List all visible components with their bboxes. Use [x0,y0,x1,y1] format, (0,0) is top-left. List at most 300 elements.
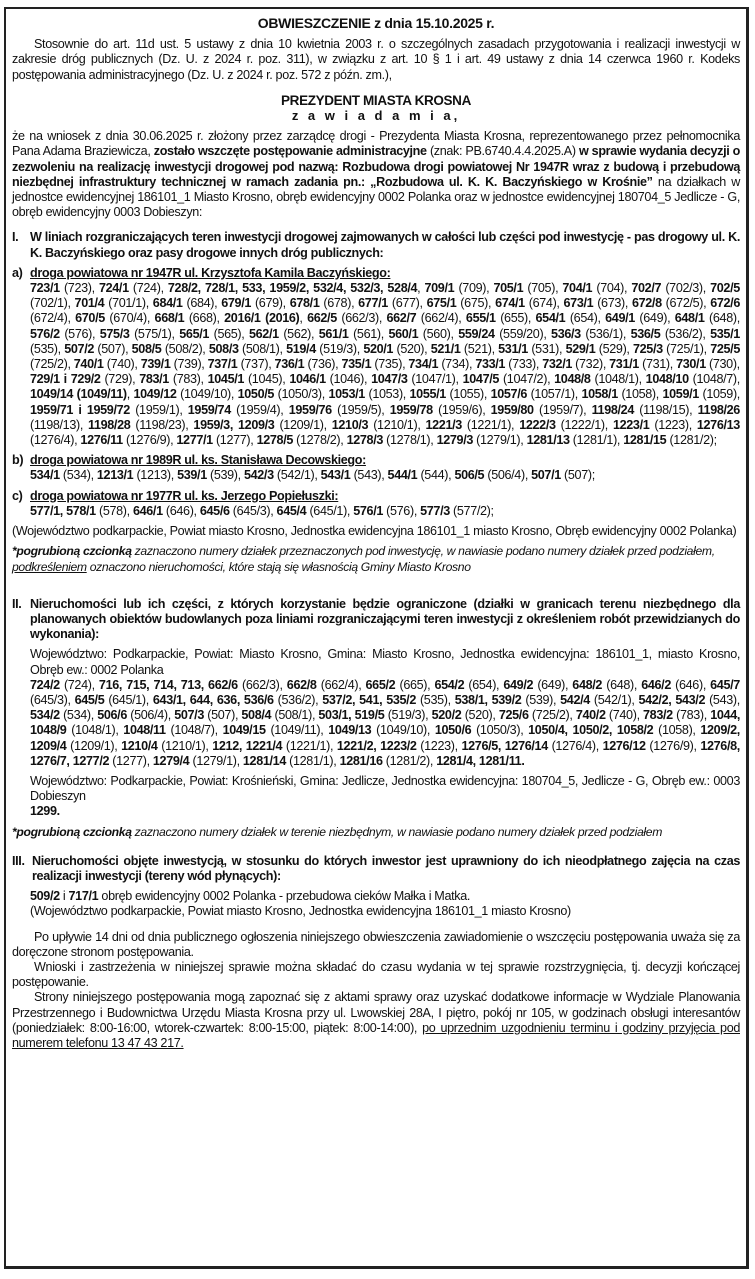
previous-plot-number: (1221/1) [282,738,330,753]
subsection-a-heading [12,266,740,281]
plot-number: 673/1 [563,296,594,311]
previous-plot-number: (678) [319,296,352,311]
plot-number: 1959/3, 1209/3 [193,417,275,432]
plot-number: 535/1 [710,326,740,341]
previous-plot-number: (543) [350,468,382,483]
plot-number: 508/5 [131,341,162,356]
previous-plot-number: (529) [595,341,627,356]
plot-number: 1198/24 [591,402,634,417]
previous-plot-number: (677) [387,296,420,311]
plot-number: 520/1 [363,341,394,356]
previous-plot-number: (783) [672,708,704,723]
previous-plot-number: (702/1) [30,296,68,311]
plot-number: 684/1 [152,296,183,311]
previous-plot-number: (740) [605,708,637,723]
plot-number: 668/1 [154,311,185,326]
plot-number: 1213/1 [96,468,134,483]
previous-plot-number: (709) [454,281,487,296]
plot-number: 1048/8 [554,372,591,387]
previous-plot-number: (539) [206,468,238,483]
subsection-letter: a) [12,265,23,280]
section-heading-text: Nieruchomości lub ich części, z których korzystanie będzie ograniczone (działki w granicach terenu niezbędnego dla planowanych obiektów budowlanych poza liniami rozgraniczającymi teren inwestycji z określeniem robót przewidzianych do wykonania): [30,596,740,642]
plot-number: 544/1 [387,468,418,483]
previous-plot-number: (646) [162,503,194,518]
section-3-plots [12,889,740,904]
previous-plot-number: (670/4) [104,311,147,326]
plot-number: 734/1 [408,357,439,372]
plot-list-b: 534/1 (534), 1213/1 (1213), 539/1 (539), 542/3 (542/1), 543/1 (543), 544/1 (544), 506/5 (506/4), 507/1 (507); [30,468,595,483]
previous-plot-number: (1198/23) [130,417,186,432]
plot-number: 731/1 [609,357,639,372]
plot-number: 1209/2, 1209/4 [30,723,740,753]
contact-info: Strony niniejszego postępowania mogą zapoznać się z aktami sprawy oraz uzyskać dodatkowe informacje w Wydziale Planowania Przestrzennego i Budownictwa Urzędu Miasta Krosna przy ul. Lwowskiej 28A, I piętro, pokój nr 105, w godzinach obsługi interesantów (poniedziałek: 8:00-16:00, wtorek-czwartek: 8:00-15:00, piątek: 8:00-14:00), [12,990,740,1035]
plot-number: 1057/6 [490,387,527,402]
plot-number: 702/7 [631,281,662,296]
road-name: droga powiatowa nr 1989R ul. ks. Stanisława Decowskiego: [30,453,366,468]
plot-number: 701/4 [74,296,105,311]
note-underline-label: podkreśleniem [12,559,87,574]
plot-list-c: 577/1, 578/1 (578), 646/1 (646), 645/6 (645/3), 645/4 (645/1), 576/1 (576), 577/3 (577/2); [30,503,494,518]
public-notice [4,7,749,1269]
previous-plot-number: (1276/4) [30,433,75,448]
previous-plot-number: (705) [523,281,556,296]
plot-number: 1046/1 [289,372,326,387]
plot-number: 649/1 [605,311,635,326]
plot-number: 675/1 [426,296,457,311]
previous-plot-number: (506/4) [484,468,525,483]
road-name: droga powiatowa nr 1977R ul. ks. Jerzego Popiełuszki: [30,488,339,503]
previous-plot-number: (531) [527,341,559,356]
plot-number: 1049/15 [222,723,266,738]
previous-plot-number: (645/3) [229,503,271,518]
section-1-note-2 [12,560,740,575]
plot-number: 730/1 [676,357,706,372]
plot-number: 577/3 [420,503,450,518]
previous-plot-number: (1058) [617,387,656,402]
plot-number: 531/1 [498,341,528,356]
previous-plot-number: (508/1) [271,708,312,723]
previous-plot-number: (559/20) [494,326,544,341]
plot-number: 645/7 [710,677,740,692]
previous-plot-number: (534) [59,468,91,483]
previous-plot-number: (1046) [325,372,364,387]
previous-plot-number: (519/3) [384,708,426,723]
plot-number: 542/2, 543/2 [638,692,706,707]
previous-plot-number: (521) [460,341,492,356]
plot-number: 1059/1 [662,387,699,402]
previous-plot-number: (649) [533,677,565,692]
plot-number: 1281/15 [623,433,667,448]
note-bold-label: *pogrubioną czcionką [12,544,132,559]
plot-number: 520/2 [431,708,462,723]
phone-appointment: po uprzednim uzgodnieniu terminu i godziny przyjęcia pod numerem telefonu 13 47 43 217. [12,1020,740,1050]
plot-number: 648/1 [674,311,705,326]
previous-plot-number: (506/4) [126,708,168,723]
previous-plot-number: (543) [705,692,737,707]
previous-plot-number: (539) [521,692,554,707]
plot-number: 648/2 [572,677,603,692]
plot-list-2b [12,804,740,819]
plot-number: 1276/11 [80,433,123,448]
plot-number: 736/1 [274,357,305,372]
plot-number: 704/1 [562,281,593,296]
previous-plot-number: (1048/7) [688,372,737,387]
proceeding-initiated: zostało wszczęte postępowanie administracyjne [153,144,427,159]
main-text-1: że na wniosek z dnia 30.06.2025 r. złożony przez zarządcę drogi - Prezydenta Miasta Krosna, reprezentowanego przez pełnomocnika Pana Adama Braziewicza, [12,129,740,159]
plot-number: 1276/8, 1276/7, 1277/2 [30,738,740,768]
plot-number: 1047/3 [371,372,408,387]
previous-plot-number: (668) [184,311,217,326]
plot-number: 728/2, 728/1, 533, 1959/2, 532/4, 532/3, 528/4 [167,281,418,296]
previous-plot-number: (1047/1) [407,372,456,387]
previous-plot-number: (1223) [416,738,455,753]
plot-number: 724/1 [98,281,129,296]
plot-number: 645/5 [74,692,105,707]
previous-plot-number: (662/3) [336,311,379,326]
plot-number: 1048/11 [123,723,166,738]
plot-number: 576/2 [30,326,60,341]
plot-list-a: 723/1 (723), 724/1 (724), 728/2, 728/1, 533, 1959/2, 532/4, 532/3, 528/4, 709/1 (709), 705/1 (705), 704/1 (704), 702/7 (702/3), 702/5 (702/1), 701/4 (701/1), 684/1 (684), 679/1 (679), 678/1 (678), 677/1 (677), 675/1 (675), 674/1 (674), 673/1 (673), 672/8 (672/5), 672/6 (672/4), 670/5 (670/4), 668/1 (668), 2016/1 (2016), 662/5 (662/3), 662/7 (662/4), 655/1 (655), 654/1 (654), 649/1 (649), 648/1 (648), 576/2 (576), 575/3 (575/1), 565/1 (565), 562/1 (562), 561/1 (561), 560/1 (560), 559/24 (559/20), 536/3 (536/1), 536/5 (536/2), 535/1 (535), 507/2 (507), 508/5 (508/2), 508/3 (508/1), 519/4 (519/3), 520/1 (520), 521/1 (521), 531/1 (531), 529/1 (529), 725/3 (725/1), 725/5 (725/2), 740/1 (740), 739/1 (739), 737/1 (737), 736/1 (736), 735/1 (735), 734/1 (734), 733/1 (733), 732/1 (732), 731/1 (731), 730/1 (730), 729/1 i 729/2 (729), 783/1 (783), 1045/1 (1045), 1046/1 (1046), 1047/3 (1047/1), 1047/5 (1047/2), 1048/8 (1048/1), 1048/10 (1048/7), 1049/14 (1049/11), 1049/12 (1049/10), 1050/5 (1050/3), 1053/1 (1053), 1055/1 (1055), 1057/6 (1057/1), 1058/1 (1058), 1059/1 (1059), 1959/71 i 1959/72 (1959/1), 1959/74 (1959/4), 1959/76 (1959/5), 1959/78 (1959/6), 1959/80 (1959/7), 1198/24 (1198/15), 1198/26 (1198/13), 1198/28 (1198/23), 1959/3, 1209/3 (1209/1), 1210/3 (1210/1), 1221/3 (1221/1), 1222/3 (1222/1), 1223/1 (1223), 1276/13 (1276/4), 1276/11 (1276/9), 1277/1 (1277), 1278/5 (1278/2), 1278/3 (1278/1), 1279/3 (1279/1), 1281/13 (1281/1), 1281/15 (1281/2); [30,281,740,448]
previous-plot-number: (535) [415,692,448,707]
previous-plot-number: (654) [565,311,598,326]
previous-plot-number: (1281/1) [569,433,617,448]
previous-plot-number: (729) [100,372,133,387]
plot-number: 2016/1 (2016) [224,311,300,326]
section-2-location-2: Województwo: Podkarpackie, Powiat: Krośnieński, Gmina: Jedlicze, Jednostka ewidencyjna: 180704_5, Jedlicze - G, Obręb ew.: 0003 Dobieszyn [30,773,740,804]
previous-plot-number: (1276/9) [122,433,171,448]
plot-number: 724/2 [30,677,60,692]
plot-number: 1055/1 [409,387,446,402]
section-1-location: (Województwo podkarpackie, Powiat miasto Krosno, Jednostka ewidencyjna 186101_1 miasto Krosno, Obręb ewidencyjny 0002 Polanka) [12,524,737,539]
section-number: II. [12,596,22,611]
plot-number: 1281/16 [339,753,383,768]
previous-plot-number: (1221/1) [461,417,512,432]
plot-number: 1223/1 [612,417,650,432]
previous-plot-number: (536/2) [273,692,316,707]
previous-plot-number: (507) [94,341,126,356]
plot-number: 1044, 1048/9 [30,708,740,738]
section-3-location: (Województwo podkarpackie, Powiat miasto Krosno, Jednostka ewidencyjna 186101_1 miasto Krosno) [30,904,571,919]
previous-plot-number: (1276/9) [645,738,694,753]
previous-plot-number: (535) [30,341,58,356]
plot-number: 503/1, 519/5 [318,708,385,723]
previous-plot-number: (1222/1) [555,417,605,432]
previous-plot-number: (536/1) [580,326,623,341]
previous-plot-number: (1959/6) [432,402,483,417]
subsection-c-heading [12,489,740,504]
plot-number: 739/1 [140,357,171,372]
previous-plot-number: (702/3) [661,281,703,296]
previous-plot-number: (1058) [653,723,693,738]
previous-plot-number: (730) [705,357,737,372]
plot-number: 509/2 [30,889,60,904]
previous-plot-number: (732) [572,357,603,372]
previous-plot-number: (507) [560,468,592,483]
previous-plot-number: (1055) [445,387,484,402]
previous-plot-number: (725/2) [30,357,68,372]
previous-plot-number: (654) [464,677,497,692]
plot-number: 539/1 [177,468,207,483]
previous-plot-number: (1048/7) [165,723,215,738]
previous-plot-number: (1959/4) [230,402,281,417]
plot-number: 725/6 [498,708,529,723]
previous-plot-number: (672/5) [661,296,704,311]
main-text-5: na działkach w jednostce ewidencyjnej 186101_1 Miasto Krosno, obręb ewidencyjny 0002 Polanka oraz w jednostce ewidencyjnej 180704_5 Jedlicze - G, obręb ewidencyjny 0003 Dobieszyn: [12,174,740,220]
previous-plot-number: (735) [371,357,403,372]
previous-plot-number: (575/1) [129,326,172,341]
plot-number: 732/1 [542,357,572,372]
section-1-note [12,544,740,559]
plot-number: 1276/13 [696,417,740,432]
plot-number: 575/3 [99,326,130,341]
previous-plot-number: (1959/1) [129,402,180,417]
plot-number: 725/5 [710,341,740,356]
previous-plot-number: (645/1) [104,692,146,707]
previous-plot-number: (674) [524,296,557,311]
previous-plot-number: (576) [59,326,92,341]
previous-plot-number: (508/1) [238,341,280,356]
announces: z a w i a d a m i a, [291,108,461,124]
plot-number: 507/3 [174,708,204,723]
plot-number: 1959/80 [490,402,534,417]
plot-number: 534/2 [30,708,60,723]
plot-number: 506/6 [97,708,127,723]
previous-plot-number: (724) [59,677,92,692]
plot-number: 536/3 [551,326,581,341]
plot-number: 560/1 [388,326,419,341]
previous-plot-number: (1049/11) [265,723,321,738]
previous-plot-number: (1279/1) [473,433,521,448]
previous-plot-number: (701/1) [104,296,146,311]
plot-number: 646/1 [132,503,163,518]
plot-number: 654/1 [535,311,566,326]
previous-plot-number: (562) [278,326,311,341]
previous-plot-number: (724) [128,281,161,296]
previous-plot-number: (725/1) [662,341,704,356]
previous-plot-number: (1281/2) [382,753,430,768]
section-3-heading [12,854,740,884]
notice-title: OBWIESZCZENIE z dnia 15.10.2025 r. [257,15,495,31]
previous-plot-number: (736) [304,357,336,372]
previous-plot-number: (1048/1) [590,372,639,387]
plot-number: 677/1 [358,296,388,311]
plot-number: 740/1 [73,357,104,372]
previous-plot-number: (544) [417,468,449,483]
previous-plot-number: (1059) [698,387,737,402]
plot-number: 576/1 [353,503,383,518]
plot-number: 1276/12 [602,738,646,753]
plot-number: 1045/1 [207,372,245,387]
plot-number: 709/1 [424,281,455,296]
previous-plot-number: (733) [505,357,536,372]
section-heading-text: Nieruchomości objęte inwestycją, w stosunku do których inwestor jest uprawniony do ich nieodpłatnego zajęcia na czas realizacji inwestycji (tereny wód płynących): [32,853,740,883]
previous-plot-number: (649) [634,311,668,326]
previous-plot-number: (662/4) [316,677,359,692]
plot-number: 1279/4 [152,753,190,768]
closing-paragraph-2: Wnioski i zastrzeżenia w niniejszej sprawie można składać do czasu wydania w tej sprawie rozstrzygnięcia, tj. decyzji kończącej postępowanie. [12,959,740,990]
previous-plot-number: (684) [182,296,215,311]
plot-number: 729/1 i 729/2 [30,372,101,387]
plot-number: 1959/76 [288,402,332,417]
previous-plot-number: (662/4) [416,311,459,326]
previous-plot-number: (737) [237,357,269,372]
previous-plot-number: (725/2) [528,708,570,723]
previous-plot-number: (1057/1) [527,387,575,402]
previous-plot-number: (648) [704,311,737,326]
plot-number: 1050/6 [434,723,472,738]
plot-number: 507/2 [64,341,94,356]
previous-plot-number: (1959/5) [331,402,382,417]
previous-plot-number: (1277) [109,753,147,768]
plot-description: obręb ewidencyjny 0002 Polanka - przebudowa cieków Małka i Matka. [98,889,470,904]
plot-number: 1281/4, 1281/11. [436,753,525,768]
plot-number: 538/1, 539/2 [454,692,522,707]
plot-number: 737/1 [207,357,238,372]
plot-number: 529/1 [565,341,596,356]
previous-plot-number: (704) [592,281,625,296]
plot-number: 1279/3 [436,433,473,448]
previous-plot-number: (1210/1) [157,738,206,753]
previous-plot-number: (1048/1) [66,723,116,738]
previous-plot-number: (578) [95,503,127,518]
note-text: oznaczono nieruchomości, które stają się własnością Gminy Miasto Krosno [86,559,471,574]
previous-plot-number: (1281/1) [285,753,334,768]
plot-number: 646/2 [641,677,671,692]
legal-basis: Stosownie do art. 11d ust. 5 ustawy z dnia 10 kwietnia 2003 r. o szczególnych zasadach przygotowania i realizacji inwestycji w zakresie dróg publicznych (Dz. U. z 2024 r. poz. 311), w związku z art. 10 § 1 i art. 49 ustawy z dnia 14 czerwca 1960 r. Kodeks postępowania administracyjnego (Dz. U. z 2024 r. poz. 572 z późn. zm.), [12,37,740,82]
plot-number: 649/2 [503,677,534,692]
plot-number: 705/1 [493,281,524,296]
plot-number: 733/1 [475,357,506,372]
plot-number: 1047/5 [462,372,500,387]
previous-plot-number: (542/1) [273,468,315,483]
plot-number: 1198/28 [88,417,131,432]
previous-plot-number: (1278/2) [293,433,341,448]
plot-number: 1050/4, 1050/2, 1058/2 [528,723,654,738]
previous-plot-number: (576) [383,503,414,518]
previous-plot-number: (672/4) [30,311,68,326]
note-text: zaznaczono numery działek przeznaczonych pod inwestycję, w nawiasie podano numery działek przed podziałem, [131,544,715,559]
plot-number: 537/2, 541, 535/2 [322,692,416,707]
plot-number: 662/5 [307,311,337,326]
plot-number: 654/2 [434,677,465,692]
plot-number: 672/6 [710,296,740,311]
previous-plot-number: (565) [209,326,242,341]
note-bold-label: *pogrubioną czcionką [12,824,132,839]
previous-plot-number: (520) [393,341,425,356]
plot-number: 645/4 [276,503,307,518]
plot-number: 1049/13 [328,723,372,738]
plot-number: 655/1 [465,311,496,326]
plot-number: 670/5 [75,311,105,326]
previous-plot-number: (739) [170,357,202,372]
previous-plot-number: (1959/7) [533,402,584,417]
plot-number: 562/1 [249,326,279,341]
section-number: I. [12,230,19,245]
previous-plot-number: (520) [461,708,493,723]
plot-number: 740/2 [575,708,606,723]
previous-plot-number: (508/2) [161,341,203,356]
plot-number: 1210/4 [121,738,158,753]
plot-number: 1053/1 [328,387,365,402]
previous-plot-number: (1213) [133,468,171,483]
plot-number: 1049/12 [133,387,177,402]
previous-plot-number: (723) [59,281,92,296]
previous-plot-number: (534) [59,708,91,723]
plot-number: 723/1 [30,281,60,296]
subsection-letter: c) [12,488,23,503]
plot-number: 716, 715, 714, 713, 662/6 [98,677,238,692]
plot-number: 1210/3 [331,417,369,432]
previous-plot-number: (1050/3) [471,723,521,738]
plot-number: 1278/3 [346,433,383,448]
plot-number: 1222/3 [519,417,556,432]
plot-number: 521/1 [430,341,461,356]
plot-number: 725/3 [633,341,663,356]
plot-number: 783/2 [643,708,673,723]
plot-number: 1278/5 [256,433,293,448]
plot-list-2: 724/2 (724), 716, 715, 714, 713, 662/6 (662/3), 662/8 (662/4), 665/2 (665), 654/2 (654), 649/2 (649), 648/2 (648), 646/2 (646), 645/7 (645/3), 645/5 (645/1), 643/1, 644, 636, 536/6 (536/2), 537/2, 541, 535/2 (535), 538/1, 539/2 (539), 542/4 (542/1), 542/2, 543/2 (543), 534/2 (534), 506/6 (506/4), 507/3 (507), 508/4 (508/1), 503/1, 519/5 (519/3), 520/2 (520), 725/6 (725/2), 740/2 (740), 783/2 (783), 1044, 1048/9 (1048/1), 1048/11 (1048/7), 1049/15 (1049/11), 1049/13 (1049/10), 1050/6 (1050/3), 1050/4, 1050/2, 1058/2 (1058), 1209/2, 1209/4 (1209/1), 1210/4 (1210/1), 1212, 1221/4 (1221/1), 1221/2, 1223/2 (1223), 1276/5, 1276/14 (1276/4), 1276/12 (1276/9), 1276/8, 1276/7, 1277/2 (1277), 1279/4 (1279/1), 1281/14 (1281/1), 1281/16 (1281/2), 1281/4, 1281/11. [30,677,740,768]
plot-number: 507/1 [531,468,561,483]
plot-number: 665/2 [365,677,396,692]
plot-number: 534/1 [30,468,60,483]
previous-plot-number: (1198/13) [30,417,80,432]
previous-plot-number: (542/1) [589,692,632,707]
main-paragraph [12,129,740,220]
previous-plot-number: (1281/2) [666,433,714,448]
plot-number: 1959/78 [389,402,433,417]
case-reference: (znak: PB.6740.4.4.2025.A) [426,144,579,159]
plot-number: 1050/5 [237,387,275,402]
plot-number: 1212, 1221/4 [212,738,283,753]
section-2-location-1: Województwo: Podkarpackie, Powiat: Miasto Krosno, Gmina: Miasto Krosno, Jednostka ewidencyjna: 186101_1, miasto Krosno, Obręb ew.: 0002 Polanka [30,647,740,677]
plot-number: 508/3 [208,341,239,356]
authority: PREZYDENT MIASTA KROSNA [281,92,471,108]
plot-number: 559/24 [458,326,495,341]
plot-number: 662/8 [286,677,317,692]
previous-plot-number: (646) [670,677,703,692]
conjunction: i [59,889,69,904]
previous-plot-number: (507) [203,708,235,723]
plot-number: 1281/14 [242,753,286,768]
plot-number: 679/1 [221,296,252,311]
subsection-b-heading [12,453,740,468]
plot-number: 1058/1 [581,387,618,402]
plot-number: 702/5 [710,281,740,296]
subsection-letter: b) [12,453,24,468]
previous-plot-number: (1210/1) [368,417,418,432]
plot-number: 542/3 [243,468,274,483]
plot-number: 645/6 [199,503,230,518]
previous-plot-number: (1050/3) [274,387,322,402]
plot-number: 543/1 [320,468,351,483]
investment-name: w sprawie wydania decyzji o zezwoleniu na realizację inwestycji drogowej pod nazwą: Rozbudowa drogi powiatowej Nr 1947R wraz z budową i przebudową niezbędnej infrastruktury technicznej w ramach zadania pn.: „Rozbudowa ul. K. K. Baczyńskiego w Krośnie” [12,144,741,189]
previous-plot-number: (577/2) [449,503,491,518]
plot-number: 783/1 [139,372,169,387]
plot-number: 735/1 [341,357,372,372]
previous-plot-number: (1278/1) [383,433,431,448]
section-2-heading [12,597,740,643]
previous-plot-number: (783) [168,372,201,387]
plot-number: 1049/14 (1049/11) [30,387,127,402]
plot-number: 1276/5, 1276/14 [461,738,548,753]
plot-number: 536/5 [630,326,661,341]
previous-plot-number: (645/3) [30,692,68,707]
section-2-note [12,825,740,840]
plot-number: 577/1, 578/1 [30,503,96,518]
previous-plot-number: (648) [602,677,634,692]
plot-number: 1048/10 [645,372,689,387]
plot-number: 519/4 [286,341,316,356]
